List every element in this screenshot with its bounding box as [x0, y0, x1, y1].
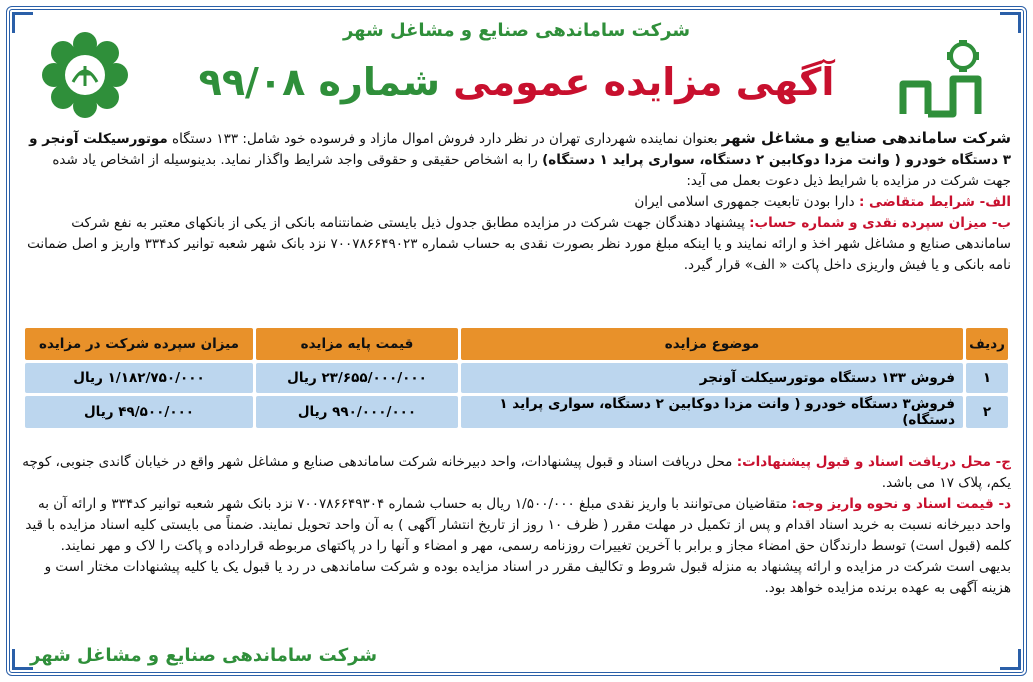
- section-jim-text: محل دریافت اسناد و قبول پیشنهادات، واحد دبیرخانه شرکت ساماندهی صنایع و مشاغل شهر واقع در خیابان گاندی جنوبی، کوچه یکم، پلاک ۱۷ می باشد.: [22, 454, 1011, 491]
- row-number: ۱: [966, 363, 1008, 393]
- row-number: ۲: [966, 396, 1008, 428]
- section-dal: [22, 494, 1011, 557]
- table-header-row: [25, 328, 1008, 360]
- intro-paragraph: [22, 128, 1011, 192]
- section-dal-text: متقاضیان می‌توانند با واریز نقدی مبلغ ۱/۵۰۰/۰۰۰ ریال به حساب شماره ۷۰۰۷۸۶۶۴۹۳۰۴ نزد بانک شهر شعبه توانیر کد۳۳۴ و ارائه آن به واحد دبیرخانه نسبت به خرید اسناد اقدام و پس از تکمیل در مهلت مقرر ( ظرف ۱۰ روز از تاریخ انتشار آگهی ) به آن واحد تحویل نمایند. ضمناً می بایستی کلیه اسناد مزایده با قید کلمه (قبول است) توسط دارندگان حق امضاء مجاز و برابر با آخرین تغییرات روزنامه رسمی، مهر و امضاء و آنها را در پاکتهای مربوطه قرارداده و پاکت را لاک و مهر نمایند.: [25, 496, 1011, 554]
- intro-text-1: بعنوان نماینده شهرداری تهران در نظر دارد فروش اموال مازاد و فرسوده خود شامل: ۱۳۳ دستگاه: [167, 131, 722, 147]
- section-alef: [22, 192, 1011, 213]
- table-row: [25, 396, 1008, 428]
- section-be-title: ب- میزان سپرده نقدی و شماره حساب:: [749, 215, 1011, 231]
- intro-company: شرکت ساماندهی صنایع و مشاغل شهر: [721, 129, 1011, 147]
- closing-paragraph: بدیهی است شرکت در مزایده و ارائه پیشنهاد به منزله قبول شروط و تکالیف مقرر در اسناد مزایده بوده و شرکت ساماندهی در رد یا قبول یک یا کلیه پیشنهادات مختار است و هزینه آگهی به عهده برنده مزایده خواهد بود.: [44, 559, 1011, 596]
- section-alef-text: دارا بودن تابعیت جمهوری اسلامی ایران: [634, 194, 859, 210]
- section-be-text: پیشنهاد دهندگان جهت شرکت در مزایده مطابق جدول ذیل بایستی ضمانتنامه بانکی از یکی از بانکهای معتبر به نفع شرکت ساماندهی صنایع و مشاغل شهر اخذ و ارائه نمایند و یا اینکه مبلغ مورد نظر بصورت نقدی به حساب شماره ۷۰۰۷۸۶۶۴۹۰۲۳ نزد بانک شهر شعبه توانیر کد۳۳۴ واریز و اصل ضمانت نامه بانکی و یا فیش واریزی داخل پاکت « الف» قرار گیرد.: [27, 215, 1011, 273]
- ad-body: [22, 128, 1011, 276]
- section-be: [22, 213, 1011, 276]
- footer-signature: شرکت ساماندهی صنایع و مشاغل شهر: [30, 645, 378, 666]
- row-base-price: ۲۳/۶۵۵/۰۰۰/۰۰۰ ریال: [256, 363, 458, 393]
- col-header-deposit: میزان سپرده شرکت در مزایده: [25, 328, 253, 360]
- title-number: شماره ۹۹/۰۸: [198, 60, 440, 104]
- title-text: آگهی مزایده عمومی: [453, 60, 835, 104]
- section-alef-title: الف- شرایط متقاضی :: [858, 194, 1011, 210]
- auction-items-table: [22, 325, 1011, 431]
- col-header-row-number: ردیف: [966, 328, 1008, 360]
- row-deposit: ۴۹/۵۰۰/۰۰۰ ریال: [25, 396, 253, 428]
- row-deposit: ۱/۱۸۲/۷۵۰/۰۰۰ ریال: [25, 363, 253, 393]
- intro-text-2: را به اشخاص حقیقی و حقوقی واجد شرایط واگذار نماید. بدینوسیله از اشخاص یاد شده جهت شرکت در مزایده با شرایط ذیل دعوت بعمل می آید:: [52, 152, 1011, 189]
- row-subject: فروش۳ دستگاه خودرو ( وانت مزدا دوکابین ۲ دستگاه، سواری پراید ۱ دستگاه): [461, 396, 963, 428]
- col-header-subject: موضوع مزایده: [461, 328, 963, 360]
- header-company-name: شرکت ساماندهی صنایع و مشاغل شهر: [342, 20, 691, 41]
- section-dal-title: د- قیمت اسناد و نحوه واریز وجه:: [791, 496, 1011, 512]
- intro-items-bold: موتورسیکلت آونجر و ۳ دستگاه خودرو ( وانت مزدا دوکابین ۲ دستگاه، سواری پراید ۱ دستگاه): [29, 131, 1011, 168]
- section-jim: [22, 452, 1011, 494]
- table-row: [25, 363, 1008, 393]
- col-header-base-price: قیمت پایه مزایده: [256, 328, 458, 360]
- page-title: [0, 60, 1033, 104]
- section-jim-title: ج- محل دریافت اسناد و قبول پیشنهادات:: [736, 454, 1011, 470]
- row-base-price: ۹۹۰/۰۰۰/۰۰۰ ریال: [256, 396, 458, 428]
- ad-body-lower: [22, 452, 1011, 599]
- corner-ornament: [1000, 649, 1021, 670]
- row-subject: فروش ۱۳۳ دستگاه موتورسیکلت آونجر: [461, 363, 963, 393]
